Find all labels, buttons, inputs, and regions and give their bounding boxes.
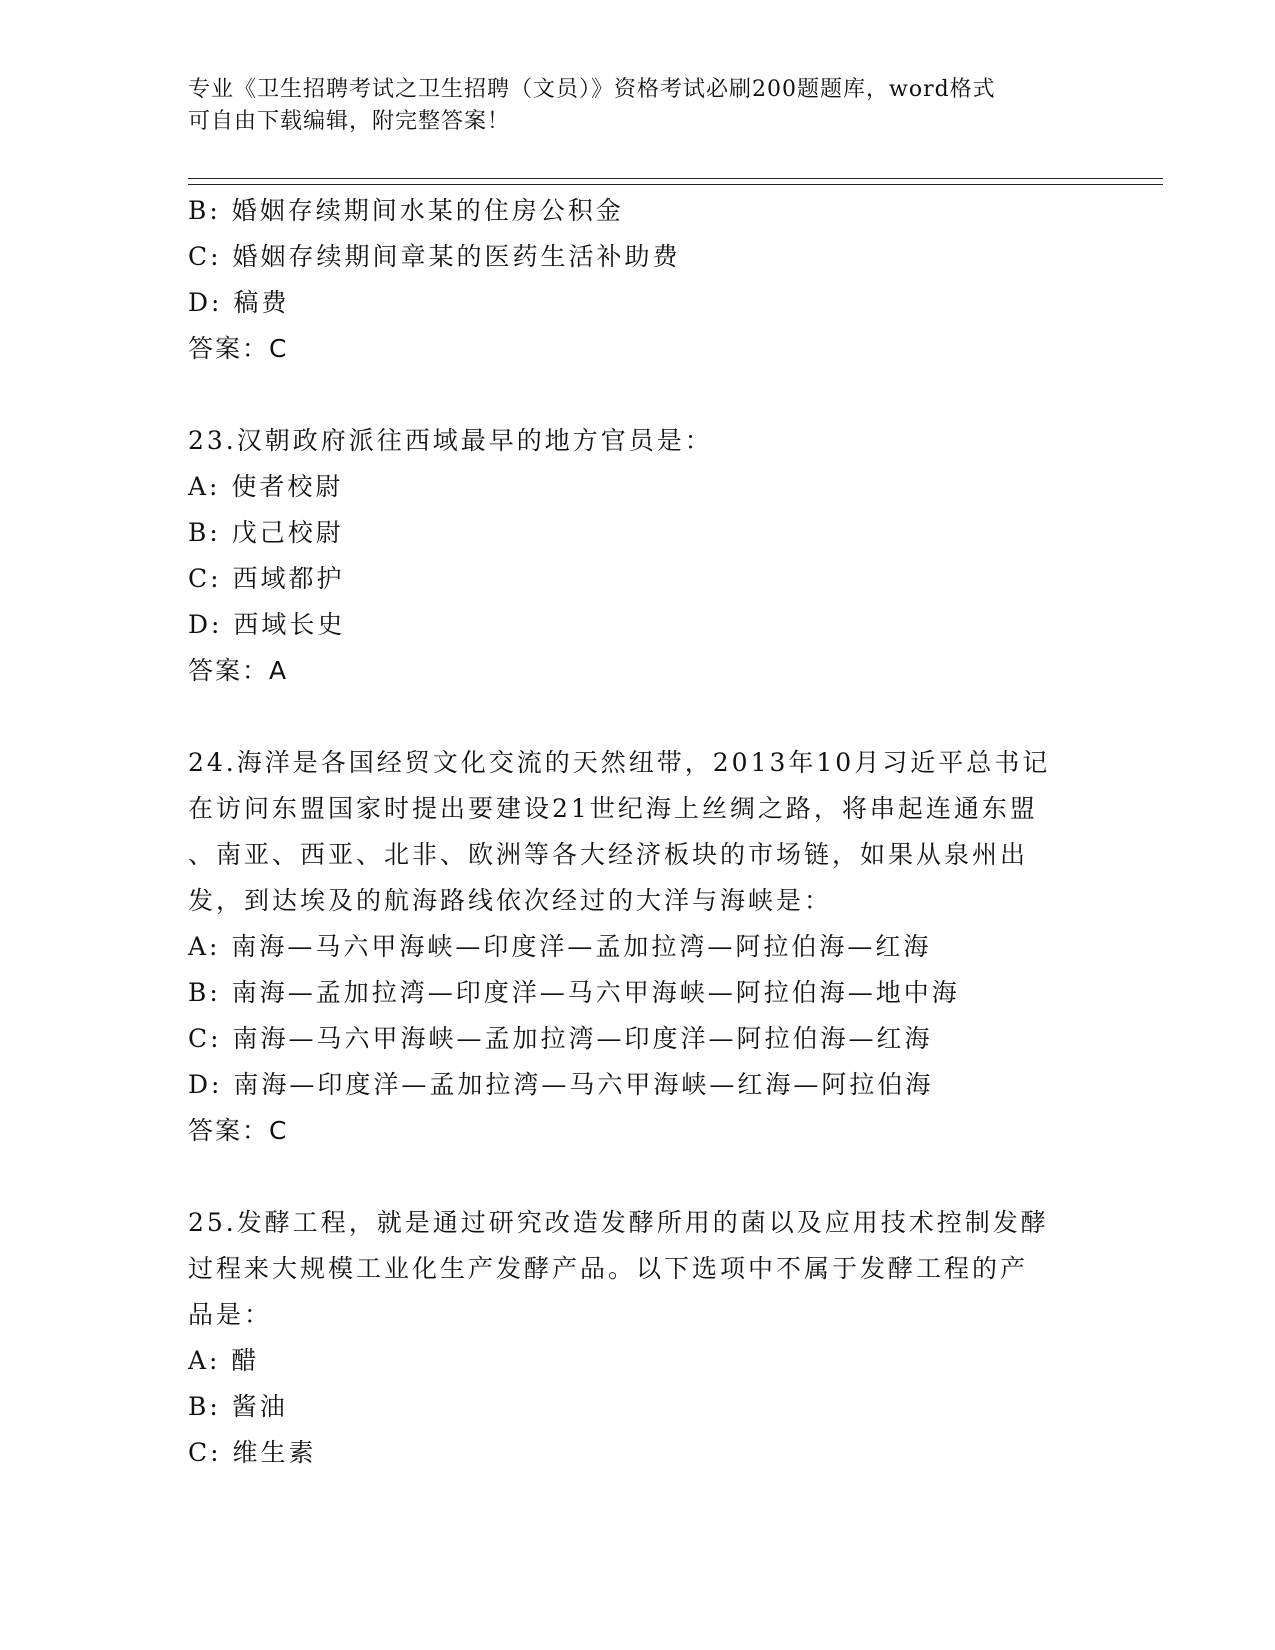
option-b: B: 婚姻存续期间水某的住房公积金 — [188, 196, 624, 225]
question-23 — [188, 418, 1088, 694]
header-line-2: 可自由下载编辑，附完整答案！ — [188, 109, 511, 134]
answer: 答案：C — [188, 1116, 289, 1145]
option-d: D: 西域长史 — [188, 610, 346, 639]
document-header — [188, 74, 1068, 138]
spacer — [188, 694, 1088, 740]
header-divider-top — [188, 178, 1163, 179]
option-b: B: 酱油 — [188, 1392, 288, 1421]
question-text-line: 发，到达埃及的航海路线依次经过的大洋与海峡是： — [188, 886, 833, 915]
question-text-line: 、南亚、西亚、北非、欧洲等各大经济板块的市场链，如果从泉州出 — [188, 840, 1029, 869]
question-22-continued — [188, 188, 1088, 372]
question-text-line: 在访问东盟国家时提出要建设21世纪海上丝绸之路，将串起连通东盟 — [188, 794, 1038, 823]
option-d: D: 稿费 — [188, 288, 290, 317]
spacer — [188, 372, 1088, 418]
spacer — [188, 1154, 1088, 1200]
header-line-1: 专业《卫生招聘考试之卫生招聘（文员）》资格考试必刷200题题库，word格式 — [188, 77, 996, 102]
option-a: A: 醋 — [188, 1346, 260, 1375]
header-divider-bottom — [188, 184, 1163, 185]
question-25 — [188, 1200, 1088, 1476]
option-d: D: 南海—印度洋—孟加拉湾—马六甲海峡—红海—阿拉伯海 — [188, 1070, 934, 1099]
question-24 — [188, 740, 1088, 1154]
question-text-line: 24.海洋是各国经贸文化交流的天然纽带，2013年10月习近平总书记 — [188, 748, 1051, 777]
option-c: C: 南海—马六甲海峡—孟加拉湾—印度洋—阿拉伯海—红海 — [188, 1024, 933, 1053]
answer: 答案：A — [188, 656, 289, 685]
option-b: B: 南海—孟加拉湾—印度洋—马六甲海峡—阿拉伯海—地中海 — [188, 978, 960, 1007]
question-text-line: 过程来大规模工业化生产发酵产品。以下选项中不属于发酵工程的产 — [188, 1254, 1029, 1283]
question-text-line: 25.发酵工程，就是通过研究改造发酵所用的菌以及应用技术控制发酵 — [188, 1208, 1049, 1237]
option-a: A: 使者校尉 — [188, 472, 344, 501]
option-b: B: 戊己校尉 — [188, 518, 344, 547]
option-c: C: 西域都护 — [188, 564, 345, 593]
option-c: C: 维生素 — [188, 1438, 317, 1467]
option-a: A: 南海—马六甲海峡—印度洋—孟加拉湾—阿拉伯海—红海 — [188, 932, 932, 961]
question-text: 23.汉朝政府派往西域最早的地方官员是： — [188, 426, 713, 455]
answer: 答案：C — [188, 334, 289, 363]
question-list — [188, 188, 1088, 1476]
question-text-line: 品是： — [188, 1300, 273, 1329]
option-c: C: 婚姻存续期间章某的医药生活补助费 — [188, 242, 681, 271]
